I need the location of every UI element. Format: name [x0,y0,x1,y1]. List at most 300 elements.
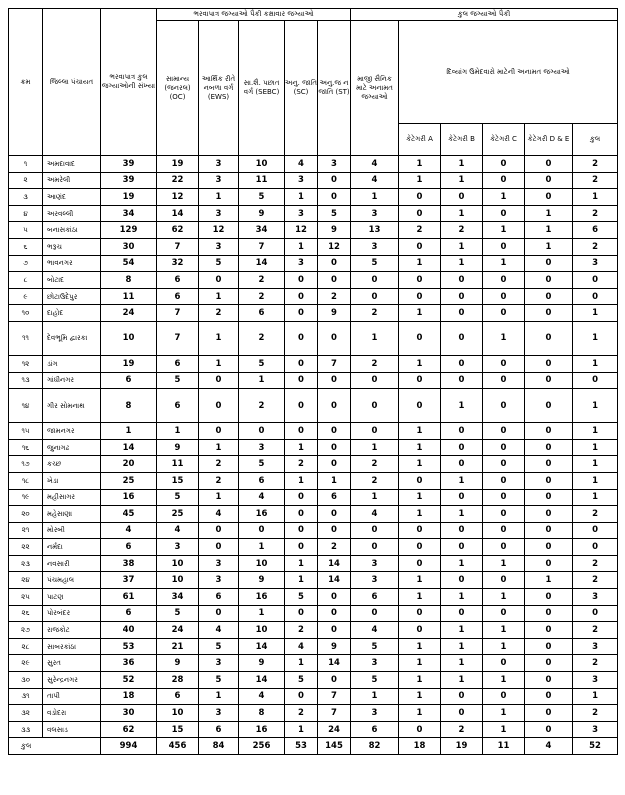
total-label: કુલ [9,738,101,755]
row-value: 9 [157,655,199,672]
header-cat-de: કેટેગરી D & E [525,124,573,156]
row-value: 2 [199,472,239,489]
row-value: 3 [351,205,399,222]
row-value: 0 [351,522,399,539]
row-value: 0 [525,355,573,372]
row-value: 3 [285,255,318,272]
row-value: 0 [285,272,318,289]
row-district: અમદાવાદ [43,156,101,173]
row-value: 9 [239,655,285,672]
row-district: ભાવનગર [43,255,101,272]
row-value: 1 [101,423,157,440]
header-of-total-group: કુલ જગ્યાઓ પૈકી [351,9,618,21]
table-row [9,305,618,322]
row-value: 7 [157,238,199,255]
row-value: 4 [351,156,399,173]
row-value: 0 [285,355,318,372]
row-value: 3 [573,672,618,689]
row-value: 2 [573,156,618,173]
row-value: 0 [318,389,351,423]
row-value: 34 [157,589,199,606]
row-value: 3 [351,655,399,672]
total-value: 53 [285,738,318,755]
row-value: 0 [399,205,441,222]
row-value: 0 [483,688,525,705]
row-value: 8 [101,272,157,289]
header-sr: ક્રમ [9,9,43,156]
row-value: 15 [157,721,199,738]
row-value: 62 [157,222,199,239]
row-sr: ૧૭ [9,456,43,473]
row-value: 1 [573,189,618,206]
row-value: 0 [525,589,573,606]
row-value: 0 [399,189,441,206]
row-value: 2 [573,238,618,255]
row-value: 1 [483,555,525,572]
row-value: 40 [101,622,157,639]
table-row [9,389,618,423]
row-district: બનાસકાંઠા [43,222,101,239]
row-value: 0 [483,456,525,473]
row-value: 1 [399,423,441,440]
row-value: 1 [351,489,399,506]
table-row [9,688,618,705]
row-value: 19 [157,156,199,173]
row-district: જામનગર [43,423,101,440]
row-value: 0 [525,622,573,639]
row-value: 0 [525,655,573,672]
row-district: તાપી [43,688,101,705]
row-value: 4 [351,172,399,189]
row-value: 0 [399,288,441,305]
row-value: 8 [101,389,157,423]
row-value: 0 [351,372,399,389]
row-value: 0 [199,539,239,556]
row-value: 5 [239,189,285,206]
table-row [9,605,618,622]
row-value: 1 [399,688,441,705]
row-sr: ૫ [9,222,43,239]
row-sr: ૧૮ [9,472,43,489]
row-value: 3 [157,539,199,556]
row-value: 0 [483,156,525,173]
row-value: 14 [239,672,285,689]
row-value: 5 [285,672,318,689]
row-value: 7 [318,688,351,705]
row-value: 11 [101,288,157,305]
row-value: 0 [318,423,351,440]
row-value: 1 [239,605,285,622]
table-row [9,255,618,272]
total-value: 84 [199,738,239,755]
row-value: 0 [285,688,318,705]
header-disabled: દિવ્યાંગ ઉમેદવારો માટેની અનામત જગ્યાઓ [399,21,618,124]
row-value: 10 [157,555,199,572]
row-value: 0 [483,472,525,489]
row-value: 6 [199,589,239,606]
total-value: 994 [101,738,157,755]
row-value: 14 [157,205,199,222]
row-district: રાજકોટ [43,622,101,639]
row-sr: ૨૪ [9,572,43,589]
row-value: 1 [483,622,525,639]
row-value: 0 [525,672,573,689]
row-value: 1 [199,355,239,372]
table-row [9,655,618,672]
row-value: 10 [239,555,285,572]
row-value: 53 [101,638,157,655]
table-row [9,472,618,489]
row-district: સુરત [43,655,101,672]
row-value: 1 [351,189,399,206]
row-value: 0 [318,506,351,523]
row-value: 1 [399,572,441,589]
row-value: 2 [573,506,618,523]
row-value: 1 [199,189,239,206]
row-value: 6 [157,355,199,372]
row-value: 0 [441,423,483,440]
row-value: 0 [483,372,525,389]
row-value: 1 [399,589,441,606]
row-value: 3 [351,238,399,255]
row-value: 1 [525,205,573,222]
row-value: 3 [573,638,618,655]
row-value: 14 [318,572,351,589]
row-value: 0 [318,172,351,189]
row-value: 1 [573,439,618,456]
row-value: 1 [399,705,441,722]
row-value: 5 [199,255,239,272]
row-value: 1 [399,156,441,173]
row-value: 1 [573,423,618,440]
row-value: 1 [441,255,483,272]
row-value: 12 [199,222,239,239]
row-value: 5 [157,605,199,622]
row-district: પંચમહાલ [43,572,101,589]
row-value: 3 [285,172,318,189]
row-value: 54 [101,255,157,272]
row-value: 0 [399,622,441,639]
table-row [9,522,618,539]
row-value: 1 [573,305,618,322]
row-value: 25 [157,506,199,523]
row-value: 4 [101,522,157,539]
row-value: 1 [399,638,441,655]
row-sr: ૧૧ [9,321,43,355]
row-value: 0 [399,472,441,489]
row-value: 0 [318,456,351,473]
row-value: 15 [157,472,199,489]
row-value: 32 [157,255,199,272]
table-body [9,156,618,755]
table-row [9,288,618,305]
table-row [9,622,618,639]
row-value: 0 [199,272,239,289]
row-value: 2 [573,705,618,722]
row-value: 38 [101,555,157,572]
row-value: 0 [399,238,441,255]
row-sr: ૨૩ [9,555,43,572]
row-value: 0 [318,605,351,622]
row-value: 1 [441,655,483,672]
row-value: 39 [101,172,157,189]
row-sr: ૬ [9,238,43,255]
row-value: 8 [239,705,285,722]
total-value: 256 [239,738,285,755]
row-value: 1 [441,238,483,255]
row-value: 1 [483,721,525,738]
row-value: 0 [351,389,399,423]
row-value: 0 [483,489,525,506]
row-value: 0 [525,605,573,622]
row-value: 1 [441,156,483,173]
row-district: મોરબી [43,522,101,539]
row-sr: ૨૬ [9,605,43,622]
row-value: 6 [101,605,157,622]
row-sr: ૧૯ [9,489,43,506]
row-value: 2 [199,305,239,322]
row-sr: ૧૬ [9,439,43,456]
row-value: 18 [101,688,157,705]
header-general: સામાન્ય (જનરલ) (OC) [157,21,199,156]
row-value: 3 [199,238,239,255]
row-value: 5 [318,205,351,222]
row-value: 6 [157,288,199,305]
total-value: 52 [573,738,618,755]
row-value: 0 [441,605,483,622]
row-value: 0 [525,688,573,705]
row-value: 1 [399,456,441,473]
row-sr: ૪ [9,205,43,222]
row-value: 1 [483,189,525,206]
row-district: ડાંગ [43,355,101,372]
row-value: 2 [318,539,351,556]
row-value: 2 [239,288,285,305]
table-row [9,555,618,572]
row-value: 3 [199,205,239,222]
row-value: 0 [573,605,618,622]
row-value: 1 [285,555,318,572]
row-value: 0 [483,172,525,189]
row-value: 12 [157,189,199,206]
row-value: 0 [318,672,351,689]
row-value: 5 [239,355,285,372]
row-sr: ૧૩ [9,372,43,389]
row-value: 0 [483,355,525,372]
total-value: 11 [483,738,525,755]
row-value: 2 [199,456,239,473]
row-value: 34 [101,205,157,222]
table-row [9,506,618,523]
row-value: 2 [573,655,618,672]
row-district: નવસારી [43,555,101,572]
header-filled-total: ભરવાપાત્ર કુલ જગ્યાઓની સંખ્યા [101,9,157,156]
row-value: 0 [525,272,573,289]
row-value: 0 [483,572,525,589]
row-value: 0 [318,372,351,389]
row-value: 5 [157,489,199,506]
row-value: 12 [285,222,318,239]
row-value: 3 [351,555,399,572]
row-district: જુનાગઢ [43,439,101,456]
row-value: 9 [318,638,351,655]
row-value: 0 [285,288,318,305]
row-value: 0 [318,522,351,539]
row-value: 0 [483,506,525,523]
row-sr: ૧૨ [9,355,43,372]
row-value: 12 [318,238,351,255]
row-value: 16 [239,506,285,523]
row-value: 0 [285,372,318,389]
row-value: 25 [101,472,157,489]
header-ews: આર્થિક રીતે નબળા વર્ગ (EWS) [199,21,239,156]
row-value: 7 [239,238,285,255]
row-value: 2 [318,288,351,305]
row-value: 0 [318,189,351,206]
row-value: 0 [318,439,351,456]
row-value: 1 [399,355,441,372]
row-value: 0 [285,389,318,423]
row-sr: ૩૦ [9,672,43,689]
row-value: 14 [318,555,351,572]
row-value: 1 [525,238,573,255]
row-value: 5 [157,372,199,389]
row-value: 0 [525,472,573,489]
row-value: 30 [101,238,157,255]
row-value: 20 [101,456,157,473]
row-value: 1 [441,638,483,655]
row-sr: ૧૦ [9,305,43,322]
row-value: 0 [483,539,525,556]
row-value: 0 [573,522,618,539]
row-value: 6 [318,489,351,506]
row-value: 3 [573,255,618,272]
row-sr: ૨ [9,172,43,189]
row-sr: ૨૦ [9,506,43,523]
row-value: 0 [525,439,573,456]
row-value: 0 [525,456,573,473]
row-value: 0 [441,439,483,456]
row-value: 1 [399,172,441,189]
row-value: 1 [199,489,239,506]
row-value: 2 [573,555,618,572]
row-district: દેવભૂમિ દ્વારકા [43,321,101,355]
table-row [9,205,618,222]
row-value: 10 [157,705,199,722]
row-district: કચ્છ [43,456,101,473]
total-value: 145 [318,738,351,755]
row-value: 0 [525,321,573,355]
row-value: 1 [399,655,441,672]
row-value: 1 [483,589,525,606]
row-value: 6 [101,372,157,389]
row-sr: ૭ [9,255,43,272]
row-value: 0 [399,522,441,539]
table-row [9,355,618,372]
row-value: 7 [318,705,351,722]
row-value: 5 [199,672,239,689]
row-value: 45 [101,506,157,523]
row-value: 7 [157,321,199,355]
row-value: 37 [101,572,157,589]
row-value: 1 [351,688,399,705]
table-row [9,672,618,689]
row-value: 1 [483,705,525,722]
table-row [9,222,618,239]
row-value: 1 [351,321,399,355]
row-value: 1 [573,688,618,705]
table-row [9,489,618,506]
row-value: 10 [239,156,285,173]
total-value: 4 [525,738,573,755]
row-value: 1 [399,439,441,456]
row-value: 2 [239,389,285,423]
row-value: 2 [351,472,399,489]
row-value: 0 [199,522,239,539]
row-value: 0 [285,321,318,355]
row-value: 3 [573,589,618,606]
row-value: 1 [239,372,285,389]
row-value: 1 [285,472,318,489]
row-district: અમરેલી [43,172,101,189]
table-row [9,156,618,173]
row-sr: ૯ [9,288,43,305]
row-district: પોરબંદર [43,605,101,622]
row-value: 1 [525,572,573,589]
row-value: 0 [441,489,483,506]
row-value: 1 [285,721,318,738]
row-value: 0 [525,539,573,556]
row-value: 1 [157,423,199,440]
row-value: 1 [441,672,483,689]
row-district: દાહોદ [43,305,101,322]
row-value: 0 [285,506,318,523]
row-value: 9 [239,572,285,589]
row-sr: ૩૩ [9,721,43,738]
row-sr: ૨૯ [9,655,43,672]
row-value: 0 [399,539,441,556]
table-row [9,321,618,355]
row-value: 1 [441,205,483,222]
row-value: 2 [239,272,285,289]
row-value: 0 [351,272,399,289]
row-value: 0 [441,688,483,705]
row-value: 0 [199,605,239,622]
row-value: 1 [199,288,239,305]
row-value: 7 [157,305,199,322]
row-value: 24 [318,721,351,738]
row-value: 1 [573,321,618,355]
row-value: 5 [285,589,318,606]
row-value: 9 [318,305,351,322]
row-value: 0 [483,389,525,423]
row-value: 6 [351,721,399,738]
row-value: 16 [239,721,285,738]
row-value: 6 [199,721,239,738]
row-value: 16 [101,489,157,506]
row-value: 0 [441,189,483,206]
row-value: 5 [351,255,399,272]
row-value: 61 [101,589,157,606]
row-value: 0 [525,555,573,572]
row-value: 0 [239,423,285,440]
row-value: 6 [101,539,157,556]
row-value: 0 [525,372,573,389]
row-value: 0 [199,372,239,389]
row-value: 2 [399,222,441,239]
header-cat-a: કેટેગરી A [399,124,441,156]
row-value: 0 [318,622,351,639]
